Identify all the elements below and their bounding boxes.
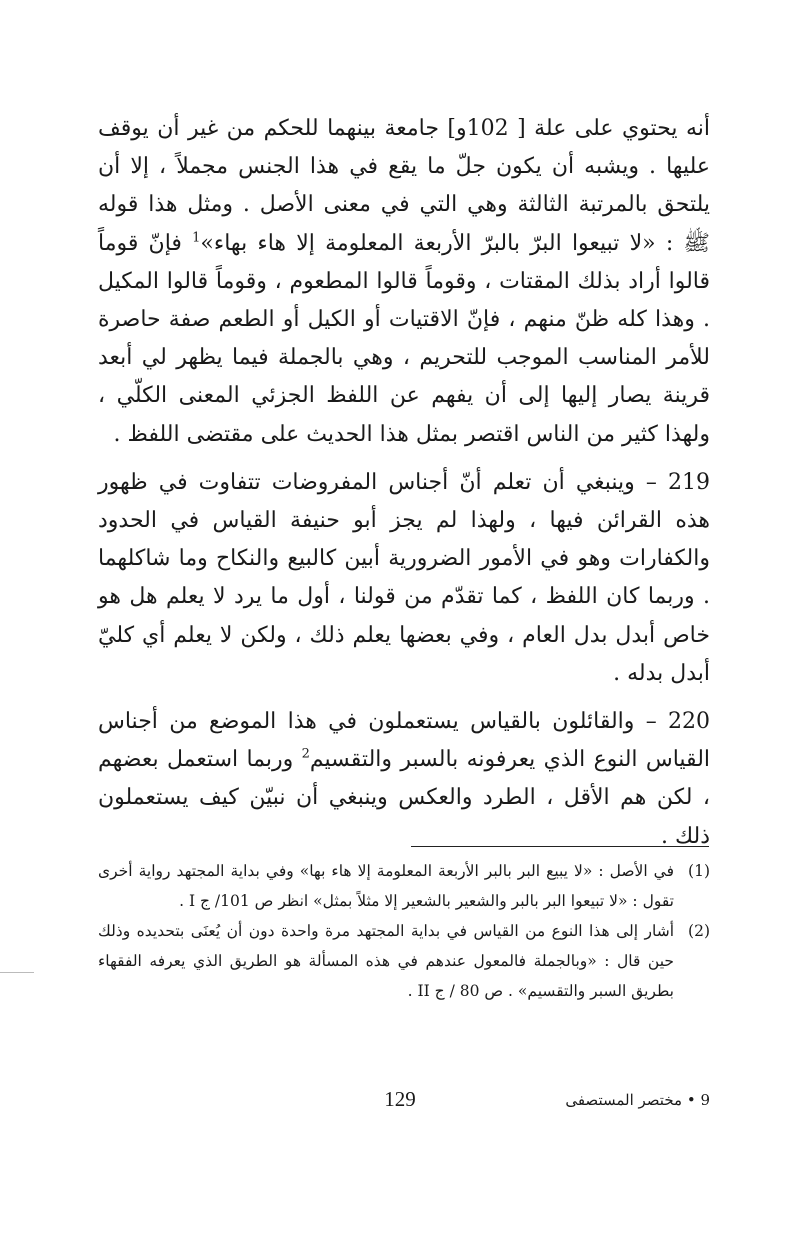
scan-edge-mark — [0, 972, 34, 973]
paragraph-text: فإنّ قوماً قالوا أراد بذلك المقتات ، وقوماً قالوا المطعوم ، وقوماً قالوا المكيل . وهذا كله ظنّ منهم ، فإنّ الاقتيات أو الكيل أو الطعم صفة حاصرة للأمر المناسب الموجب للتحريم ، وهي بالجملة فيما يظهر لي أبعد قرينة يصار إليها إلى أن يفهم عن اللفظ الجزئي المعنى الكلّي ، ولهذا كثير من الناس اقتصر بمثل هذا الحديث على مقتضى اللفظ . — [98, 230, 710, 447]
paragraph-text: أنه يحتوي على علة [ 102و] جامعة بينهما للحكم من غير أن يوقف عليها . ويشبه أن يكون جلّ ما يقع في هذا الجنس مجملاً ، إلا أن يلتحق بالمرتبة الثالثة وهي التي في معنى الأصل . ومثل هذا قوله ﷺ : «لا تبيعوا البرّ بالبرّ الأربعة المعلومة إلا هاء بهاء» — [98, 116, 711, 256]
paragraph — [98, 110, 710, 454]
paragraph — [98, 703, 710, 856]
main-text — [98, 110, 710, 856]
paragraph-text: وربما استعمل بعضهم ، لكن هم الأقل ، الطرد والعكس وينبغي أن نبيّن كيف يستعملون ذلك . — [98, 747, 710, 849]
footnote — [98, 856, 710, 916]
footnote-divider — [411, 846, 709, 847]
footnote-reference[interactable]: 2 — [301, 746, 310, 762]
footnote — [98, 916, 710, 1006]
footnote-text: في الأصل : «لا يبيع البر بالبر الأربعة المعلومة إلا هاء بها» وفي بداية المجتهد رواية أخرى تقول : «لا تبيعوا البر بالبر والشعير بالشعير إلا مثلاً بمثل» انظر ص 101/ ج I . — [98, 862, 674, 910]
footnote-text: أشار إلى هذا النوع من القياس في بداية المجتهد مرة واحدة دون أن يُعنَى بتحديده وذلك حين قال : «وبالجملة فالمعول عندهم في هذه المسألة هو الطريق الذي يعرفه الفقهاء بطريق السبر والتقسيم» . ص 80 / ج II . — [98, 922, 674, 1000]
running-title: 9 • مختصر المستصفى — [565, 1091, 710, 1109]
paragraph-text: 220 – والقائلون بالقياس يستعملون في هذا الموضع من أجناس القياس النوع الذي يعرفونه بالسبر والتقسيم — [98, 709, 711, 773]
footnote-number: (2) — [688, 922, 710, 940]
page-number: 129 — [384, 1087, 416, 1111]
footnote-reference[interactable]: 1 — [192, 230, 201, 246]
paragraph: 219 – وينبغي أن تعلم أنّ أجناس المفروضات تتفاوت في ظهور هذه القرائن فيها ، ولهذا لم يجز أبو حنيفة القياس في الحدود والكفارات وهو في الأمور الضرورية أبين كالبيع والنكاح وما شاكلهما . وربما كان اللفظ ، كما تقدّم من قولنا ، أول ما يرد لا يعلم هل هو خاص أبدل بدل العام ، وفي بعضها يعلم ذلك ، ولكن لا يعلم أي كليّ أبدل بدله . — [98, 469, 710, 686]
footnote-number: (1) — [688, 862, 710, 880]
footnotes — [98, 856, 710, 1006]
